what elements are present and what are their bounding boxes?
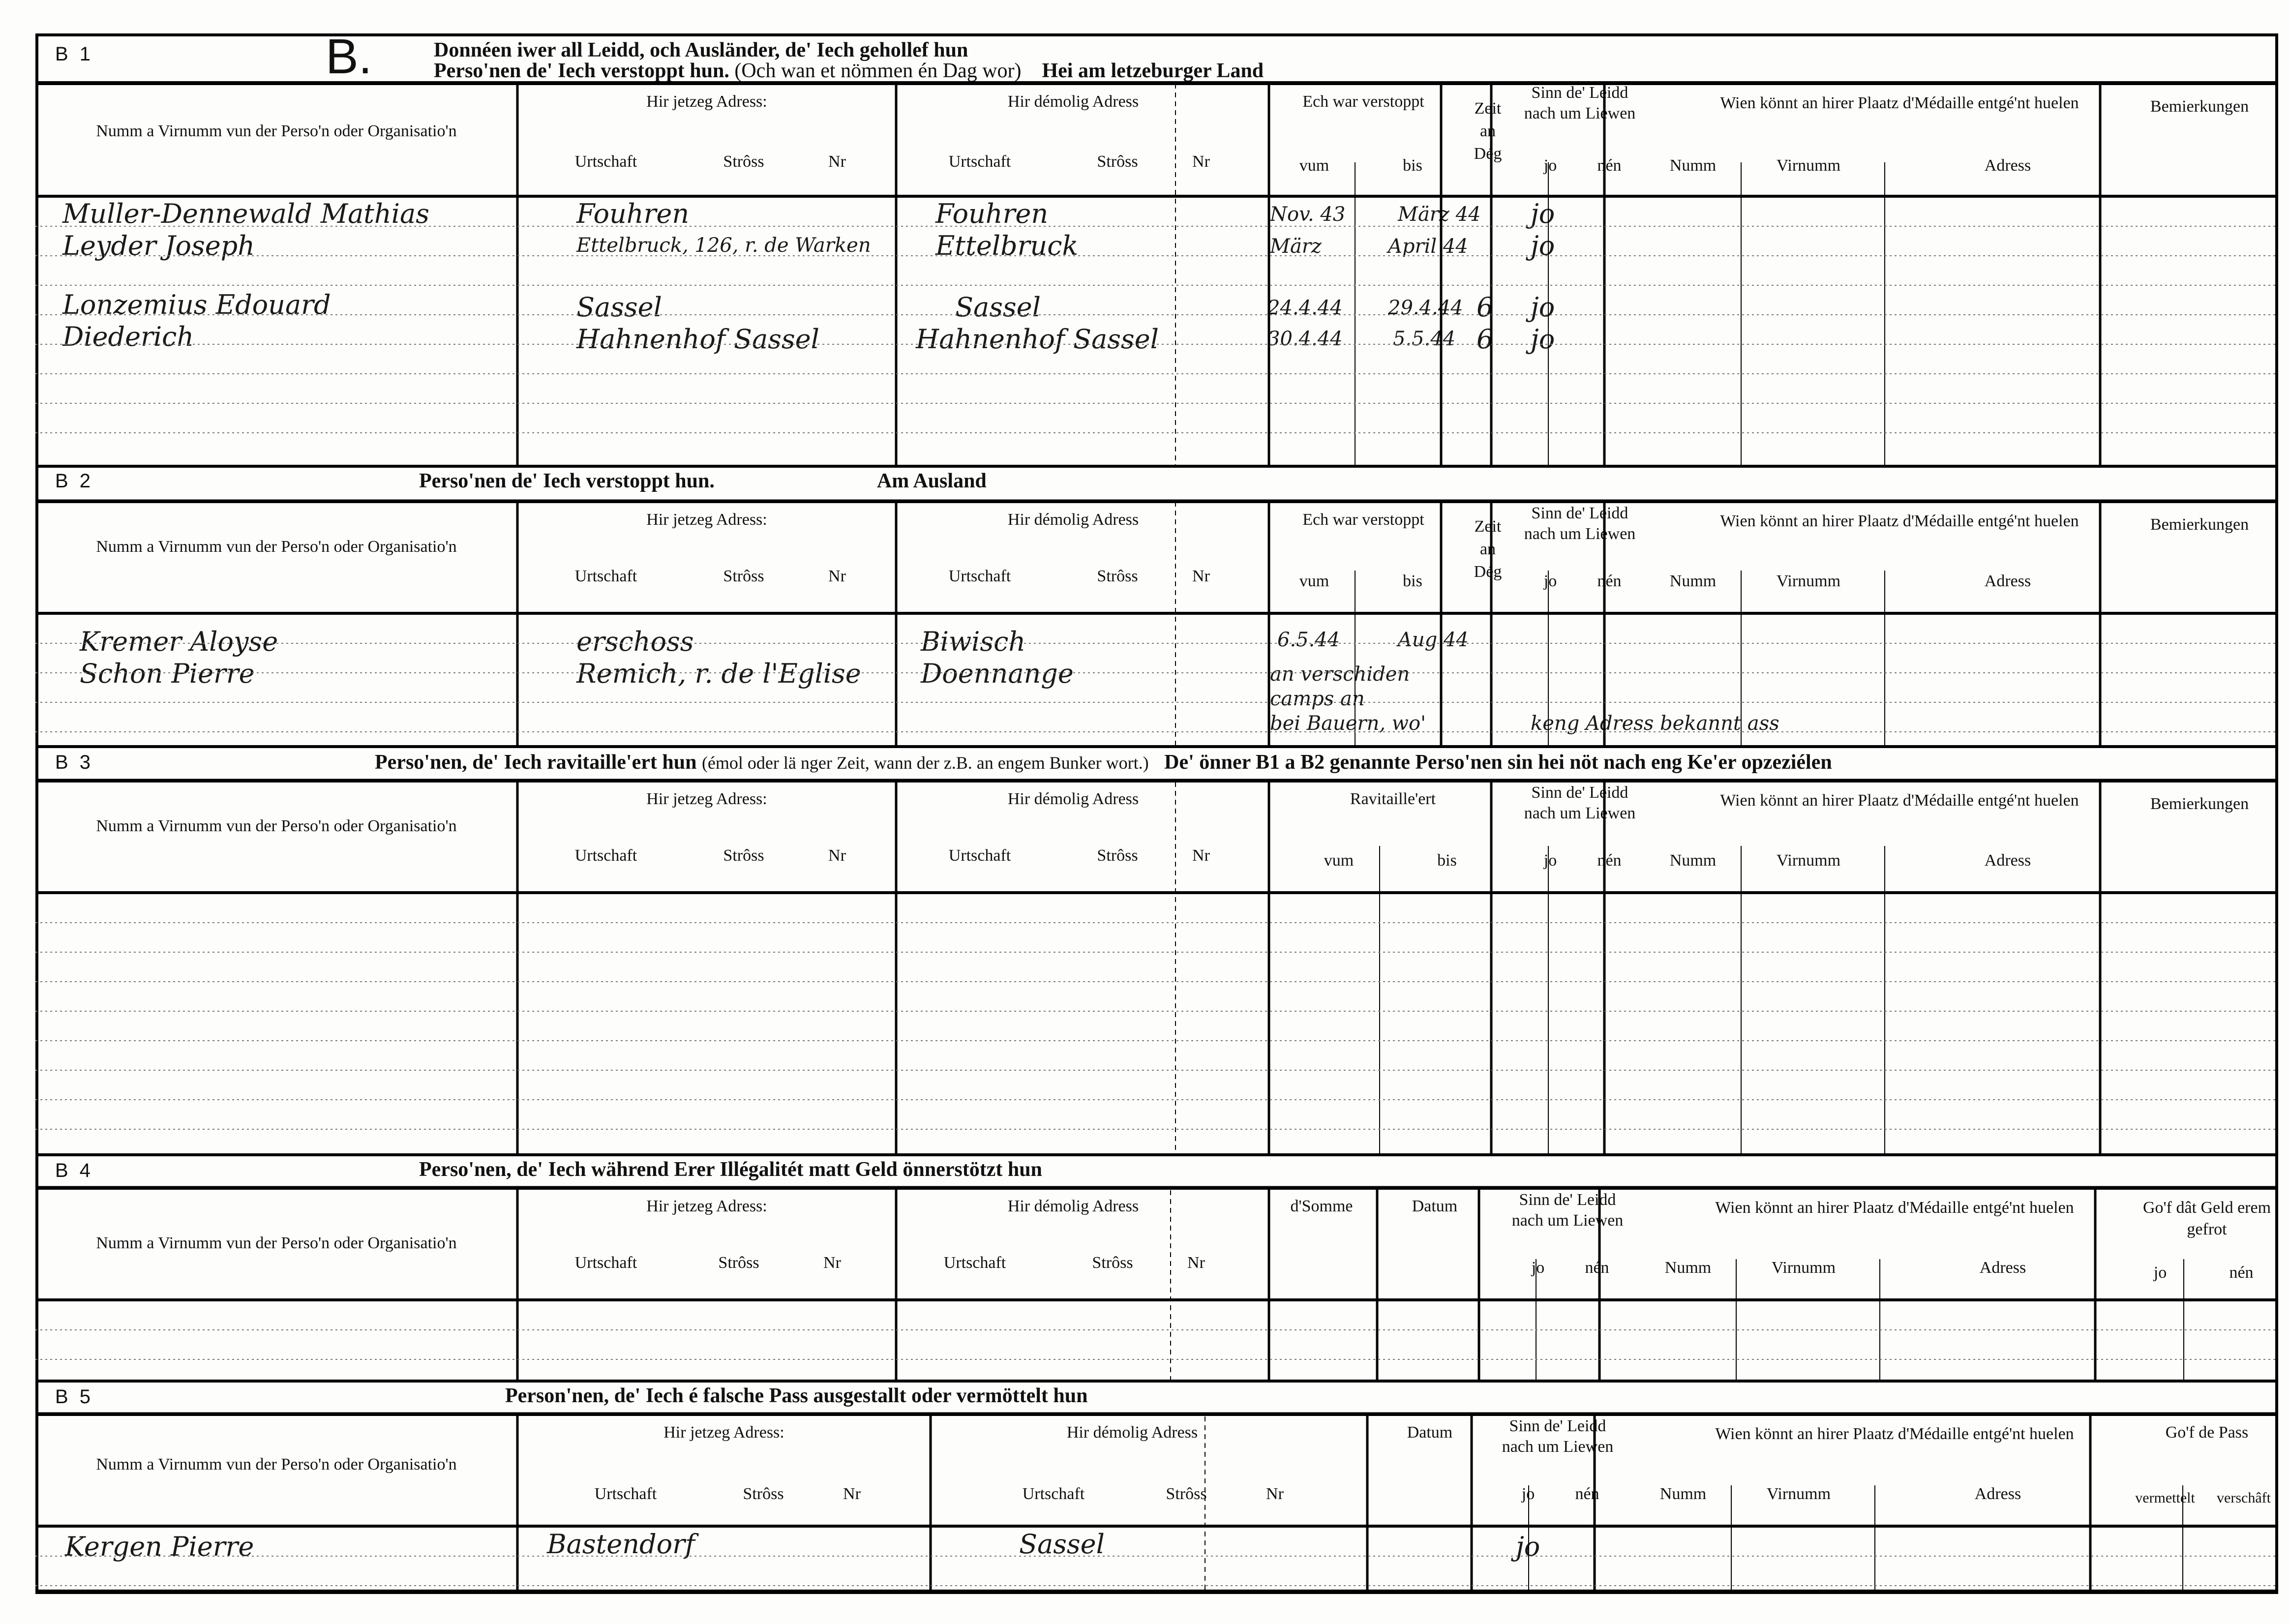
b1-row3-to: 29.4.44 <box>1388 297 1463 319</box>
col-sum: d'Somme <box>1290 1197 1353 1215</box>
col-nr: Nr <box>828 846 846 865</box>
b5-row1-alive: jo <box>1516 1531 1540 1562</box>
col-no: nén <box>1597 851 1622 870</box>
b1-row3-cur-place: Sassel <box>576 292 662 323</box>
col-street: Strôss <box>718 1254 759 1272</box>
col-former-address: Hir démolig Adress <box>1007 790 1139 808</box>
col-place: Urtschaft <box>594 1485 657 1503</box>
col-current-address: Hir jetzeg Adress: <box>646 790 767 808</box>
b1-row3-name: Lonzemius Edouard <box>62 289 331 320</box>
col-time: Zeit an Dég <box>1474 99 1502 163</box>
section-b4-column-header <box>35 1187 2278 1300</box>
b1-row3-days: 6 <box>1476 292 1494 323</box>
col-medal: Wien könnt an hirer Plaatz d'Médaille entgé'nt huelen <box>1715 1199 2074 1217</box>
section-b2-id: B 2 <box>55 470 94 492</box>
section-b1 <box>35 29 2278 471</box>
col-street: Strôss <box>1092 1254 1133 1272</box>
col-medal-first: Virnumm <box>1766 1485 1831 1503</box>
section-b2 <box>35 466 2278 747</box>
b1-row2-from: März <box>1270 235 1322 258</box>
col-medal-name: Numm <box>1659 1485 1707 1503</box>
col-medal-address: Adress <box>1974 1485 2021 1503</box>
b2-note-line1: an verschiden <box>1270 663 1410 686</box>
section-b3-id: B 3 <box>55 752 94 773</box>
b1-row1-cur-place: Fouhren <box>576 198 690 229</box>
col-nr: Nr <box>828 152 846 171</box>
col-place: Urtschaft <box>948 567 1011 585</box>
b5-row1-name: Kergen Pierre <box>65 1531 254 1562</box>
col-nr: Nr <box>828 567 846 585</box>
col-pass: Go'f de Pass <box>2165 1423 2249 1442</box>
col-hidden: Ech war verstoppt <box>1302 511 1424 529</box>
col-nr: Nr <box>1192 567 1210 585</box>
col-name: Numm a Virnumm vun der Perso'n oder Organisatio'n <box>96 817 457 835</box>
col-medal-address: Adress <box>1979 1259 2026 1277</box>
col-alive: Sinn de' Leidd nach um Liewen <box>1511 1191 1624 1230</box>
b1-row4-cur-place: Hahnenhof Sassel <box>576 324 819 355</box>
title-part: Perso'nen, de' Iech ravitaille'ert hun <box>375 751 697 774</box>
col-place: Urtschaft <box>574 1254 637 1272</box>
title-part: Am Ausland <box>876 470 987 492</box>
section-b3 <box>35 747 2278 1155</box>
col-street: Strôss <box>723 152 764 171</box>
col-street: Strôss <box>723 567 764 585</box>
col-nr: Nr <box>843 1485 861 1503</box>
col-name: Numm a Virnumm vun der Perso'n oder Organisatio'n <box>96 538 457 556</box>
col-yes: jo <box>1543 156 1557 175</box>
col-nr: Nr <box>1266 1485 1284 1503</box>
b2-row2-old-place: Doennange <box>921 658 1074 689</box>
section-b1-title-line1: Donnéen iwer all Leidd, och Ausländer, de' Iech gehollef hun <box>434 39 968 61</box>
b2-row2-name: Schon Pierre <box>80 658 255 689</box>
b1-row4-from: 30.4.44 <box>1267 328 1343 350</box>
b2-row1-old-place: Biwisch <box>921 626 1026 657</box>
col-medal-name: Numm <box>1664 1259 1712 1277</box>
col-to: bis <box>1403 156 1422 175</box>
col-no: nén <box>1597 572 1622 590</box>
b1-row4-name: Diederich <box>62 321 194 352</box>
col-alive: Sinn de' Leidd nach um Liewen <box>1524 84 1636 122</box>
b1-row4-to: 5.5.44 <box>1393 328 1456 350</box>
col-date: Datum <box>1407 1423 1453 1442</box>
b1-row3-from: 24.4.44 <box>1267 297 1343 319</box>
col-to: bis <box>1403 572 1422 590</box>
col-current-address: Hir jetzeg Adress: <box>646 1197 767 1215</box>
col-remarks: Bemierkungen <box>2150 795 2249 813</box>
b1-row2-to: April 44 <box>1388 235 1468 258</box>
col-yes: jo <box>1521 1485 1535 1503</box>
section-b5 <box>35 1381 2278 1593</box>
b1-row1-alive: jo <box>1531 198 1555 229</box>
b1-row4-alive: jo <box>1531 324 1555 355</box>
col-time: Zeit an Dég <box>1474 517 1502 581</box>
col-from: vum <box>1324 851 1354 870</box>
col-name: Numm a Virnumm vun der Perso'n oder Organisatio'n <box>96 1455 457 1474</box>
b1-row2-old-place: Ettelbruck <box>935 230 1079 261</box>
col-former-address: Hir démolig Adress <box>1066 1423 1198 1442</box>
col-place: Urtschaft <box>574 846 637 865</box>
col-yes: jo <box>2153 1263 2167 1282</box>
col-medal-address: Adress <box>1984 851 2031 870</box>
b1-row2-cur-place: Ettelbruck, 126, r. de Warken <box>576 234 871 257</box>
section-b5-id: B 5 <box>55 1386 94 1408</box>
col-medal: Wien könnt an hirer Plaatz d'Médaille entgé'nt huelen <box>1720 791 2079 810</box>
col-issued: verschâft <box>2217 1490 2271 1506</box>
col-street: Strôss <box>743 1485 784 1503</box>
section-b1-title-line2 <box>434 59 1264 83</box>
section-b3-title <box>375 751 1832 774</box>
col-nr: Nr <box>1187 1254 1205 1272</box>
col-supplied: Ravitaille'ert <box>1350 790 1436 808</box>
col-current-address: Hir jetzeg Adress: <box>663 1423 784 1442</box>
b2-note-line4: keng Adress bekannt ass <box>1531 712 1779 735</box>
col-no: nén <box>1597 156 1622 175</box>
col-medal-first: Virnumm <box>1771 1259 1836 1277</box>
title-part: Perso'nen de' Iech verstoppt hun. <box>419 470 715 492</box>
b1-row1-old-place: Fouhren <box>935 198 1049 229</box>
b1-row4-old-place: Hahnenhof Sassel <box>916 324 1159 355</box>
col-nr: Nr <box>823 1254 841 1272</box>
col-yes: jo <box>1543 851 1557 870</box>
section-b2-column-header <box>35 501 2278 614</box>
col-medal-first: Virnumm <box>1776 572 1841 590</box>
col-medal-name: Numm <box>1669 572 1717 590</box>
col-from: vum <box>1299 572 1329 590</box>
b2-note-line2: camps an <box>1270 688 1365 710</box>
section-b4-id: B 4 <box>55 1160 94 1181</box>
section-b2-title <box>419 469 987 493</box>
section-b4 <box>35 1155 2278 1381</box>
col-former-address: Hir démolig Adress <box>1007 1197 1139 1215</box>
b2-row1-from: 6.5.44 <box>1277 629 1340 651</box>
b2-note-line3: bei Bauern, wo' <box>1270 712 1426 735</box>
col-street: Strôss <box>1166 1485 1207 1503</box>
col-yes: jo <box>1543 572 1557 590</box>
col-hidden: Ech war verstoppt <box>1302 92 1424 111</box>
b1-row2-alive: jo <box>1531 230 1555 261</box>
col-street: Strôss <box>1097 567 1138 585</box>
b5-row1-cur-place: Bastendorf <box>547 1529 695 1560</box>
col-place: Urtschaft <box>1022 1485 1085 1503</box>
b1-row4-days: 6 <box>1476 324 1494 355</box>
col-current-address: Hir jetzeg Adress: <box>646 511 767 529</box>
col-to: bis <box>1437 851 1457 870</box>
col-medal-first: Virnumm <box>1776 851 1841 870</box>
b1-row1-to: März 44 <box>1398 203 1481 226</box>
title-part: Perso'nen de' Iech verstoppt hun. <box>434 60 729 82</box>
col-nr: Nr <box>1192 846 1210 865</box>
col-yes: jo <box>1531 1259 1545 1277</box>
b5-row1-old-place: Sassel <box>1019 1529 1105 1560</box>
col-street: Strôss <box>1097 152 1138 171</box>
col-name: Numm a Virnumm vun der Perso'n oder Organisatio'n <box>96 122 457 140</box>
col-former-address: Hir démolig Adress <box>1007 511 1139 529</box>
col-medal: Wien könnt an hirer Plaatz d'Médaille entgé'nt huelen <box>1720 94 2079 112</box>
section-b1-id: B 1 <box>55 43 94 65</box>
col-date: Datum <box>1412 1197 1458 1215</box>
col-place: Urtschaft <box>574 152 637 171</box>
section-b5-title: Person'nen, de' Iech é falsche Pass ausgestallt oder vermöttelt hun <box>505 1384 1088 1407</box>
section-b3-column-header <box>35 780 2278 893</box>
col-place: Urtschaft <box>943 1254 1006 1272</box>
col-medal-name: Numm <box>1669 851 1717 870</box>
section-b5-column-header <box>35 1413 2278 1527</box>
title-part: (émol oder lä nger Zeit, wann der z.B. an engem Bunker wort.) <box>701 753 1149 773</box>
col-street: Strôss <box>1097 846 1138 865</box>
col-medal-name: Numm <box>1669 156 1717 175</box>
b1-row1-name: Muller-Dennewald Mathias <box>62 198 429 229</box>
title-part: Hei am letzeburger Land <box>1042 60 1264 82</box>
col-nr: Nr <box>1192 152 1210 171</box>
col-medal-address: Adress <box>1984 156 2031 175</box>
col-remarks: Bemierkungen <box>2150 97 2249 116</box>
section-b4-title: Perso'nen, de' Iech während Erer Illégalitét matt Geld önnerstötzt hun <box>419 1158 1042 1181</box>
col-alive: Sinn de' Leidd nach um Liewen <box>1502 1417 1614 1456</box>
title-part: (Och wan et nömmen én Dag wor) <box>734 60 1022 82</box>
col-current-address: Hir jetzeg Adress: <box>646 92 767 111</box>
section-b1-letter: B. <box>326 29 372 84</box>
b2-row2-cur-place: Remich, r. de l'Eglise <box>576 658 861 689</box>
b1-row3-old-place: Sassel <box>955 292 1041 323</box>
col-place: Urtschaft <box>574 567 637 585</box>
b2-row1-name: Kremer Aloyse <box>80 626 278 657</box>
col-from: vum <box>1299 156 1329 175</box>
col-medal: Wien könnt an hirer Plaatz d'Médaille entgé'nt huelen <box>1715 1425 2074 1443</box>
section-b1-header <box>35 29 2278 85</box>
title-part: De' önner B1 a B2 genannte Perso'nen sin hei nöt nach eng Ke'er opzeziélen <box>1164 751 1832 774</box>
col-medal-address: Adress <box>1984 572 2031 590</box>
col-money: Go'f dât Geld erem gefrot <box>2142 1199 2271 1238</box>
col-medal-first: Virnumm <box>1776 156 1841 175</box>
b2-row1-cur-place: erschoss <box>576 626 694 657</box>
col-mediated: vermettelt <box>2135 1490 2195 1506</box>
col-remarks: Bemierkungen <box>2150 515 2249 534</box>
section-b1-column-header <box>35 83 2278 197</box>
b1-row3-alive: jo <box>1531 292 1555 323</box>
col-alive: Sinn de' Leidd nach um Liewen <box>1524 504 1636 543</box>
col-alive: Sinn de' Leidd nach um Liewen <box>1524 783 1636 822</box>
col-street: Strôss <box>723 846 764 865</box>
col-medal: Wien könnt an hirer Plaatz d'Médaille entgé'nt huelen <box>1720 512 2079 530</box>
b1-row1-from: Nov. 43 <box>1270 203 1346 226</box>
col-no: nén <box>1575 1485 1599 1503</box>
col-place: Urtschaft <box>948 846 1011 865</box>
col-no: nén <box>2229 1263 2254 1282</box>
col-no: nén <box>1585 1259 1609 1277</box>
col-former-address: Hir démolig Adress <box>1007 92 1139 111</box>
b1-row2-name: Leyder Joseph <box>62 230 255 261</box>
col-name: Numm a Virnumm vun der Perso'n oder Organisatio'n <box>96 1234 457 1252</box>
col-place: Urtschaft <box>948 152 1011 171</box>
b2-row1-to: Aug 44 <box>1398 629 1469 651</box>
